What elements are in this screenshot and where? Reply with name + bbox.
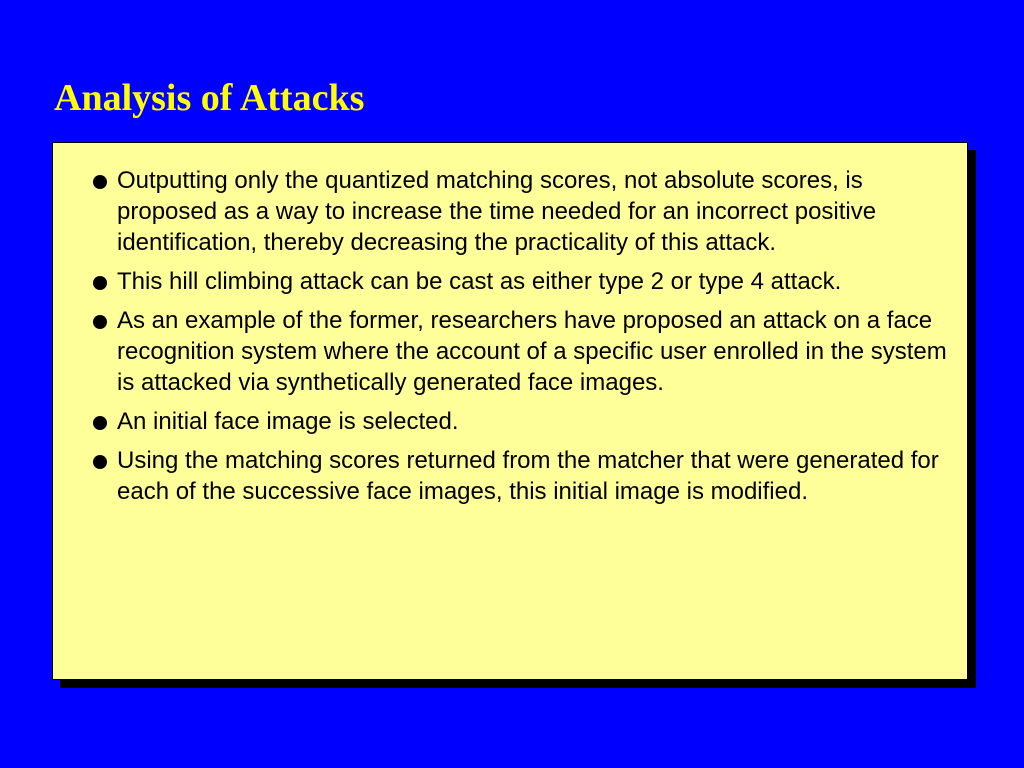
bullet-icon [93, 175, 107, 189]
bullet-text: As an example of the former, researchers have proposed an attack on a face recognition system where the account of a specific user enrolled in the system is attacked via synthetically generated face images. [117, 307, 947, 396]
bullet-text: Outputting only the quantized matching scores, not absolute scores, is proposed as a way to increase the time needed for an incorrect positive identification, thereby decreasing the practicality of this attack. [117, 167, 877, 256]
bullet-text: Using the matching scores returned from the matcher that were generated for each of the successive face images, this initial image is modified. [117, 447, 939, 505]
bullet-item [93, 266, 961, 297]
bullet-item [93, 305, 961, 398]
bullet-icon [93, 315, 107, 329]
content-panel [52, 142, 968, 680]
bullet-icon [93, 416, 107, 430]
bullet-icon [93, 455, 107, 469]
bullet-item [93, 445, 961, 507]
bullet-item [93, 406, 961, 437]
bullet-item [93, 165, 961, 258]
bullet-list [93, 165, 961, 515]
bullet-text: An initial face image is selected. [117, 408, 459, 435]
bullet-icon [93, 276, 107, 290]
bullet-text: This hill climbing attack can be cast as either type 2 or type 4 attack. [117, 268, 842, 295]
slide-title: Analysis of Attacks [54, 77, 365, 119]
